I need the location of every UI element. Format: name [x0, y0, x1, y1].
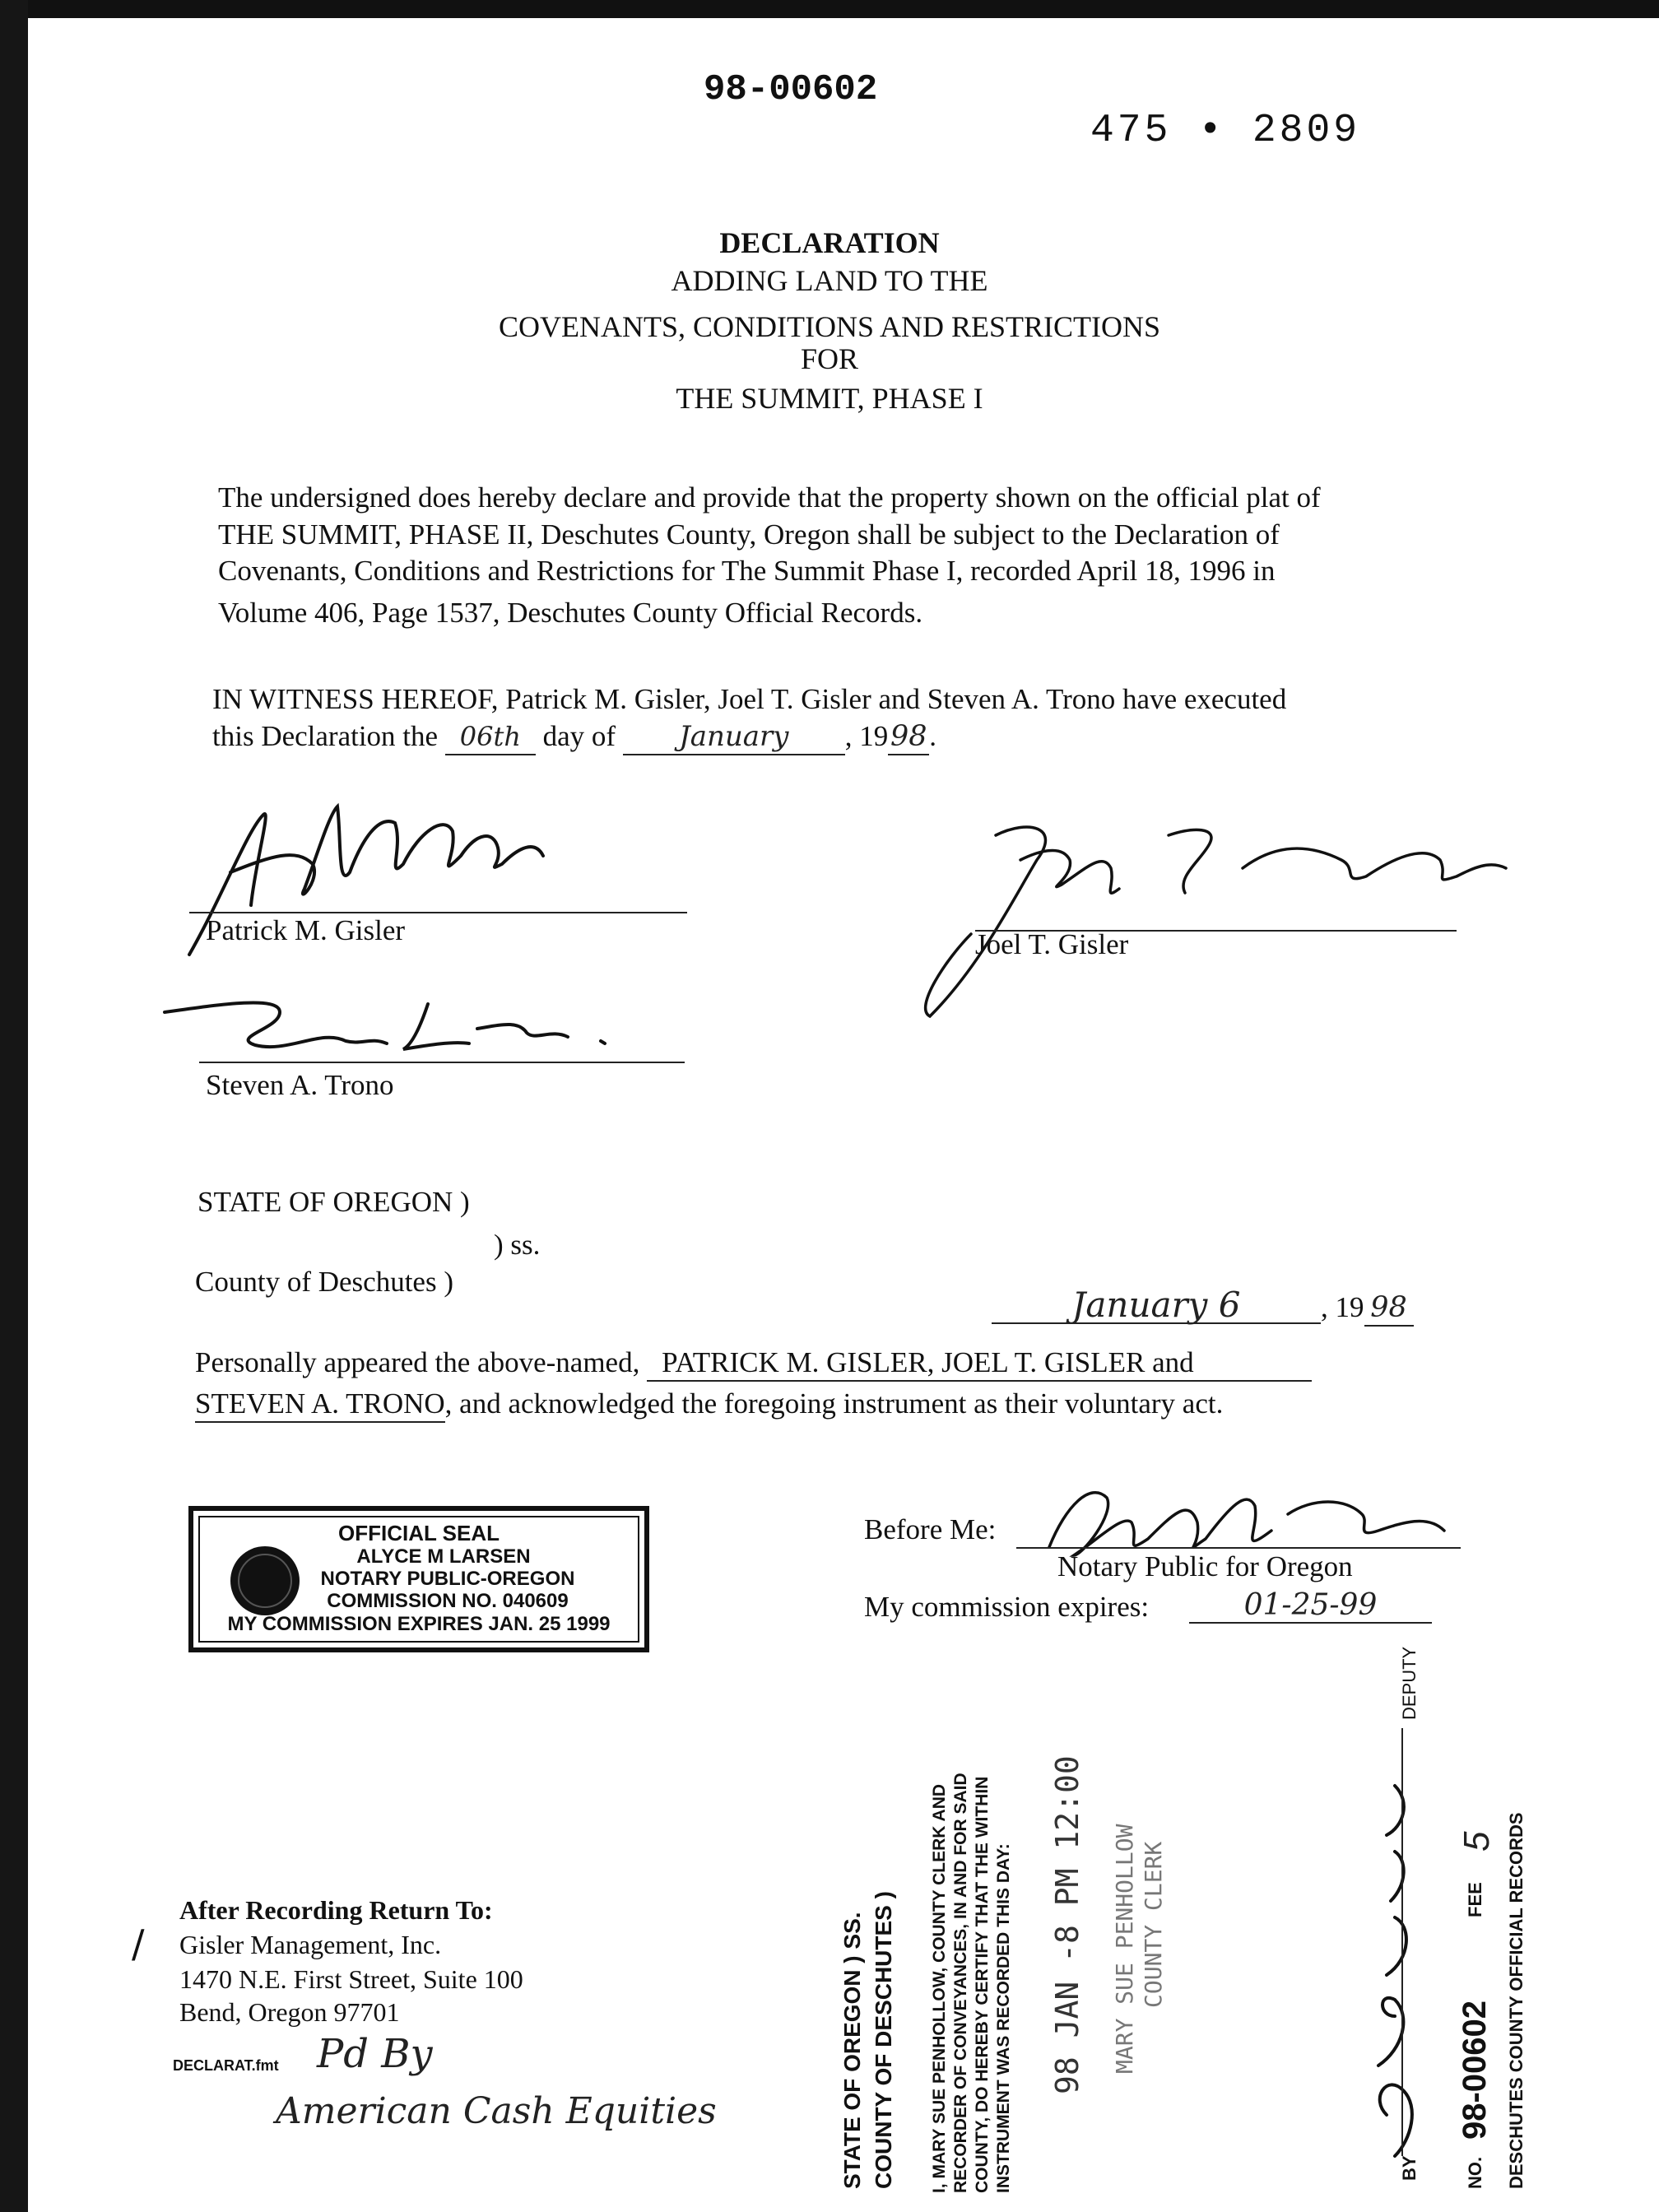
title-declaration: DECLARATION — [719, 226, 940, 259]
recording-by-label: BY — [1399, 2155, 1420, 2181]
notary-date-hand: January 6 — [992, 1288, 1321, 1324]
document-number: 98-00602 — [704, 69, 878, 110]
appeared-prefix: Personally appeared the above-named, — [195, 1346, 640, 1378]
title-line-3: COVENANTS, CONDITIONS AND RESTRICTIONS — [498, 310, 1161, 343]
commission-label: My commission expires: — [864, 1591, 1150, 1623]
witness-dayof: day of — [542, 720, 616, 752]
recording-stamp-clerk-1: MARY SUE PENHOLLOW — [1111, 1824, 1138, 2074]
title-line-4: FOR — [800, 342, 859, 375]
signer-steven-name: Steven A. Trono — [206, 1069, 394, 1101]
notary-date-year-prefix: , 19 — [1321, 1291, 1364, 1323]
recording-deputy-label: DEPUTY — [1399, 1646, 1420, 1720]
paid-by-company: American Cash Equities — [276, 2090, 717, 2132]
seal-line-5: MY COMMISSION EXPIRES JAN. 25 1999 — [227, 1613, 611, 1635]
return-line-2: 1470 N.E. First Street, Suite 100 — [179, 1964, 523, 1994]
recording-fee-value: 5 — [1457, 1831, 1497, 1852]
appeared-suffix: , and acknowledged the foregoing instrument as their voluntary act. — [444, 1387, 1224, 1420]
recording-no-label: NO. — [1465, 2156, 1485, 2189]
scan-border-top — [0, 0, 1659, 18]
notary-public-title: Notary Public for Oregon — [1057, 1550, 1353, 1582]
recording-state: STATE OF OREGON ) SS. — [839, 1912, 865, 2189]
commission-date: 01-25-99 — [1189, 1588, 1432, 1624]
before-me-label: Before Me: — [864, 1513, 997, 1545]
recording-cert-2: RECORDER OF CONVEYANCES, IN AND FOR SAID — [951, 1773, 970, 2193]
witness-year: 98 — [888, 719, 929, 755]
paragraph-line-3: Covenants, Conditions and Restrictions for The Summit Phase I, recorded April 18, 1996 in — [218, 555, 1276, 587]
title-line-5: THE SUMMIT, PHASE I — [676, 382, 983, 415]
signer-joel-name: Joel T. Gisler — [975, 928, 1129, 960]
signature-line-steven — [199, 1062, 685, 1063]
recording-county: COUNTY OF DESCHUTES ) — [871, 1891, 896, 2189]
book-page-number: 475 • 2809 — [1090, 109, 1361, 153]
paragraph-line-4: Volume 406, Page 1537, Deschutes County Official Records. — [218, 597, 923, 629]
witness-line-2 — [212, 719, 936, 755]
recording-fee-label: FEE — [1465, 1882, 1485, 1917]
return-line-3: Bend, Oregon 97701 — [179, 1997, 400, 2027]
notary-date-year: 98 — [1364, 1290, 1414, 1327]
recording-stamp-clerk-2: COUNTY CLERK — [1140, 1841, 1167, 2008]
seal-line-2: ALYCE M LARSEN — [356, 1545, 531, 1568]
seal-line-1: OFFICIAL SEAL — [338, 1521, 500, 1545]
appeared-line-2 — [195, 1387, 1223, 1423]
recording-no-value: 98-00602 — [1457, 2000, 1493, 2140]
notary-state: STATE OF OREGON ) — [198, 1186, 470, 1218]
return-line-1: Gisler Management, Inc. — [179, 1930, 442, 1959]
check-mark: / — [132, 1922, 145, 1966]
signature-joel — [897, 811, 1531, 1033]
paragraph-line-2: THE SUMMIT, PHASE II, Deschutes County, Oregon shall be subject to the Declaration of — [218, 518, 1280, 551]
witness-month: January — [623, 719, 845, 755]
recording-stamp-date: 98 JAN -8 PM 12:00 — [1049, 1755, 1085, 2094]
before-me-line — [1016, 1547, 1461, 1549]
paragraph-line-1: The undersigned does hereby declare and provide that the property shown on the official plat of — [218, 481, 1321, 514]
appeared-names-1: PATRICK M. GISLER, JOEL T. GISLER and — [647, 1345, 1312, 1382]
seal-line-4: COMMISSION NO. 040609 — [327, 1590, 569, 1612]
notary-county: County of Deschutes ) — [195, 1266, 453, 1298]
signature-deputy — [1345, 1753, 1428, 2164]
signature-steven — [156, 979, 634, 1070]
official-seal — [188, 1506, 649, 1652]
recording-cert-1: I, MARY SUE PENHOLLOW, COUNTY CLERK AND — [930, 1783, 949, 2193]
notary-date — [992, 1285, 1414, 1327]
paid-by-note: Pd By — [317, 2031, 433, 2077]
recording-records-label: DESCHUTES COUNTY OFFICIAL RECORDS — [1506, 1812, 1527, 2189]
witness-prefix: this Declaration the — [212, 720, 439, 752]
seal-line-3: NOTARY PUBLIC-OREGON — [320, 1568, 575, 1590]
witness-day: 06th — [445, 719, 536, 755]
file-label: DECLARAT.fmt — [173, 2057, 279, 2074]
witness-end: . — [929, 720, 937, 752]
return-heading: After Recording Return To: — [179, 1895, 493, 1925]
by-line — [1401, 1728, 1405, 2156]
recording-cert-3: COUNTY, DO HEREBY CERTIFY THAT THE WITHIN — [973, 1776, 992, 2193]
appeared-names-2: STEVEN A. TRONO — [195, 1387, 445, 1423]
notary-ss: ) ss. — [494, 1229, 541, 1261]
witness-year-prefix: , 19 — [844, 720, 889, 752]
appeared-line-1 — [195, 1345, 1312, 1382]
title-line-2: ADDING LAND TO THE — [671, 264, 988, 297]
witness-line-1: IN WITNESS HEREOF, Patrick M. Gisler, Joel T. Gisler and Steven A. Trono have executed — [212, 683, 1287, 715]
recording-cert-4: INSTRUMENT WAS RECORDED THIS DAY: — [994, 1843, 1013, 2193]
signer-patrick-name: Patrick M. Gisler — [206, 914, 406, 946]
